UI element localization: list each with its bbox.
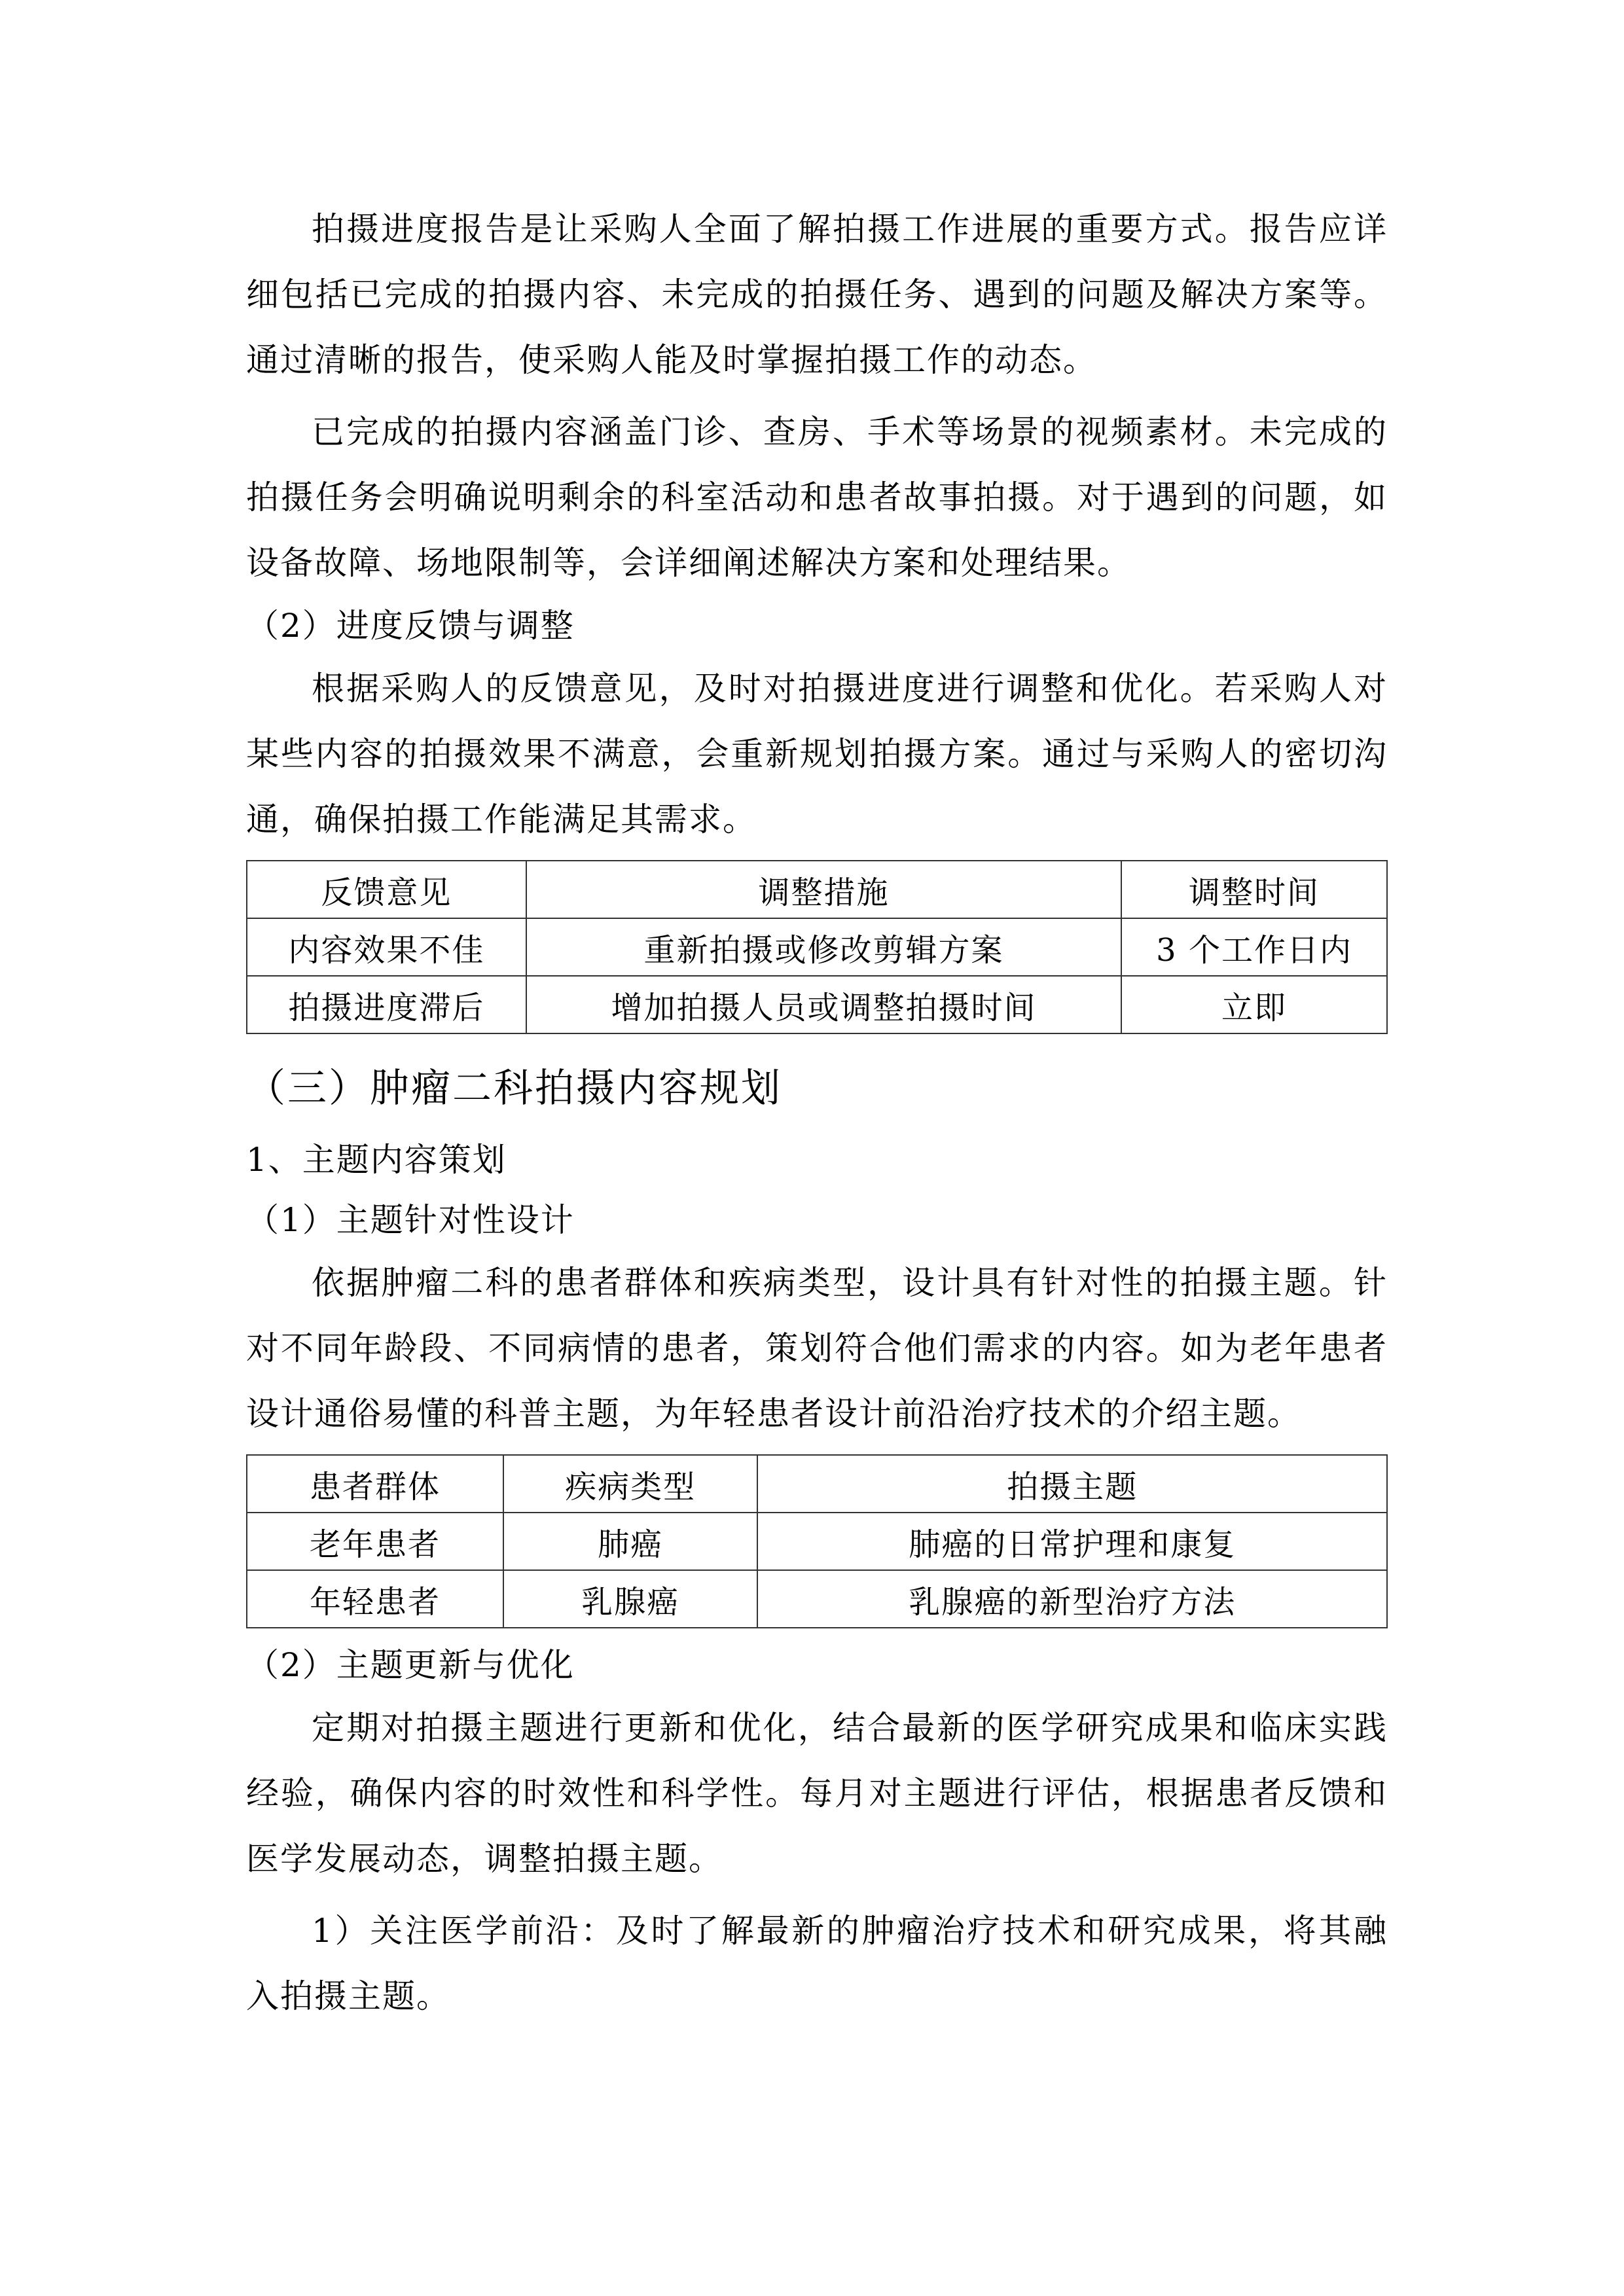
table-cell: 增加拍摄人员或调整拍摄时间	[526, 976, 1121, 1033]
paragraph-update-optimize: 定期对拍摄主题进行更新和优化，结合最新的医学研究成果和临床实践经验，确保内容的时效性和科学性。每月对主题进行评估，根据患者反馈和医学发展动态，调整拍摄主题。	[246, 1709, 1388, 1878]
heading-targeted-design: （1）主题针对性设计	[246, 1201, 575, 1239]
table-cell: 内容效果不佳	[247, 918, 526, 976]
theme-table	[246, 1454, 1388, 1628]
paragraph-feedback: 根据采购人的反馈意见，及时对拍摄进度进行调整和优化。若采购人对某些内容的拍摄效果不满意，会重新规划拍摄方案。通过与采购人的密切沟通，确保拍摄工作能满足其需求。	[246, 670, 1388, 838]
table-header-row	[247, 1455, 1387, 1513]
heading-update-optimize: （2）主题更新与优化	[246, 1646, 575, 1684]
heading-theme-planning: 1、主题内容策划	[246, 1141, 507, 1179]
heading-feedback-adjust: （2）进度反馈与调整	[246, 607, 575, 645]
table-cell: 重新拍摄或修改剪辑方案	[526, 918, 1121, 976]
table-header-row	[247, 861, 1387, 918]
paragraph-completed-content: 已完成的拍摄内容涵盖门诊、查房、手术等场景的视频素材。未完成的拍摄任务会明确说明剩余的科室活动和患者故事拍摄。对于遇到的问题，如设备故障、场地限制等，会详细阐述解决方案和处理结果。	[246, 413, 1388, 582]
table-header-cell: 拍摄主题	[757, 1455, 1387, 1513]
table-header-cell: 调整时间	[1121, 861, 1387, 918]
feedback-table	[246, 860, 1388, 1034]
table-row	[247, 976, 1387, 1033]
table-cell: 乳腺癌	[503, 1570, 757, 1628]
heading-section-three: （三）肿瘤二科拍摄内容规划	[246, 1066, 782, 1111]
table-cell: 肺癌的日常护理和康复	[757, 1513, 1387, 1570]
table-cell: 立即	[1121, 976, 1387, 1033]
table-cell: 乳腺癌的新型治疗方法	[757, 1570, 1387, 1628]
table-cell: 年轻患者	[247, 1570, 503, 1628]
table-row	[247, 1570, 1387, 1628]
table-cell: 拍摄进度滞后	[247, 976, 526, 1033]
paragraph-medical-frontier: 1）关注医学前沿：及时了解最新的肿瘤治疗技术和研究成果，将其融入拍摄主题。	[246, 1912, 1388, 2015]
table-header-cell: 反馈意见	[247, 861, 526, 918]
table-row	[247, 918, 1387, 976]
table-cell: 肺癌	[503, 1513, 757, 1570]
table-header-cell: 患者群体	[247, 1455, 503, 1513]
table-cell: 3 个工作日内	[1121, 918, 1387, 976]
table-header-cell: 调整措施	[526, 861, 1121, 918]
paragraph-progress-report: 拍摄进度报告是让采购人全面了解拍摄工作进展的重要方式。报告应详细包括已完成的拍摄内容、未完成的拍摄任务、遇到的问题及解决方案等。通过清晰的报告，使采购人能及时掌握拍摄工作的动态。	[246, 210, 1388, 379]
paragraph-targeted-design: 依据肿瘤二科的患者群体和疾病类型，设计具有针对性的拍摄主题。针对不同年龄段、不同病情的患者，策划符合他们需求的内容。如为老年患者设计通俗易懂的科普主题，为年轻患者设计前沿治疗技术的介绍主题。	[246, 1264, 1388, 1433]
document-page	[246, 196, 1388, 2029]
table-header-cell: 疾病类型	[503, 1455, 757, 1513]
table-cell: 老年患者	[247, 1513, 503, 1570]
table-row	[247, 1513, 1387, 1570]
